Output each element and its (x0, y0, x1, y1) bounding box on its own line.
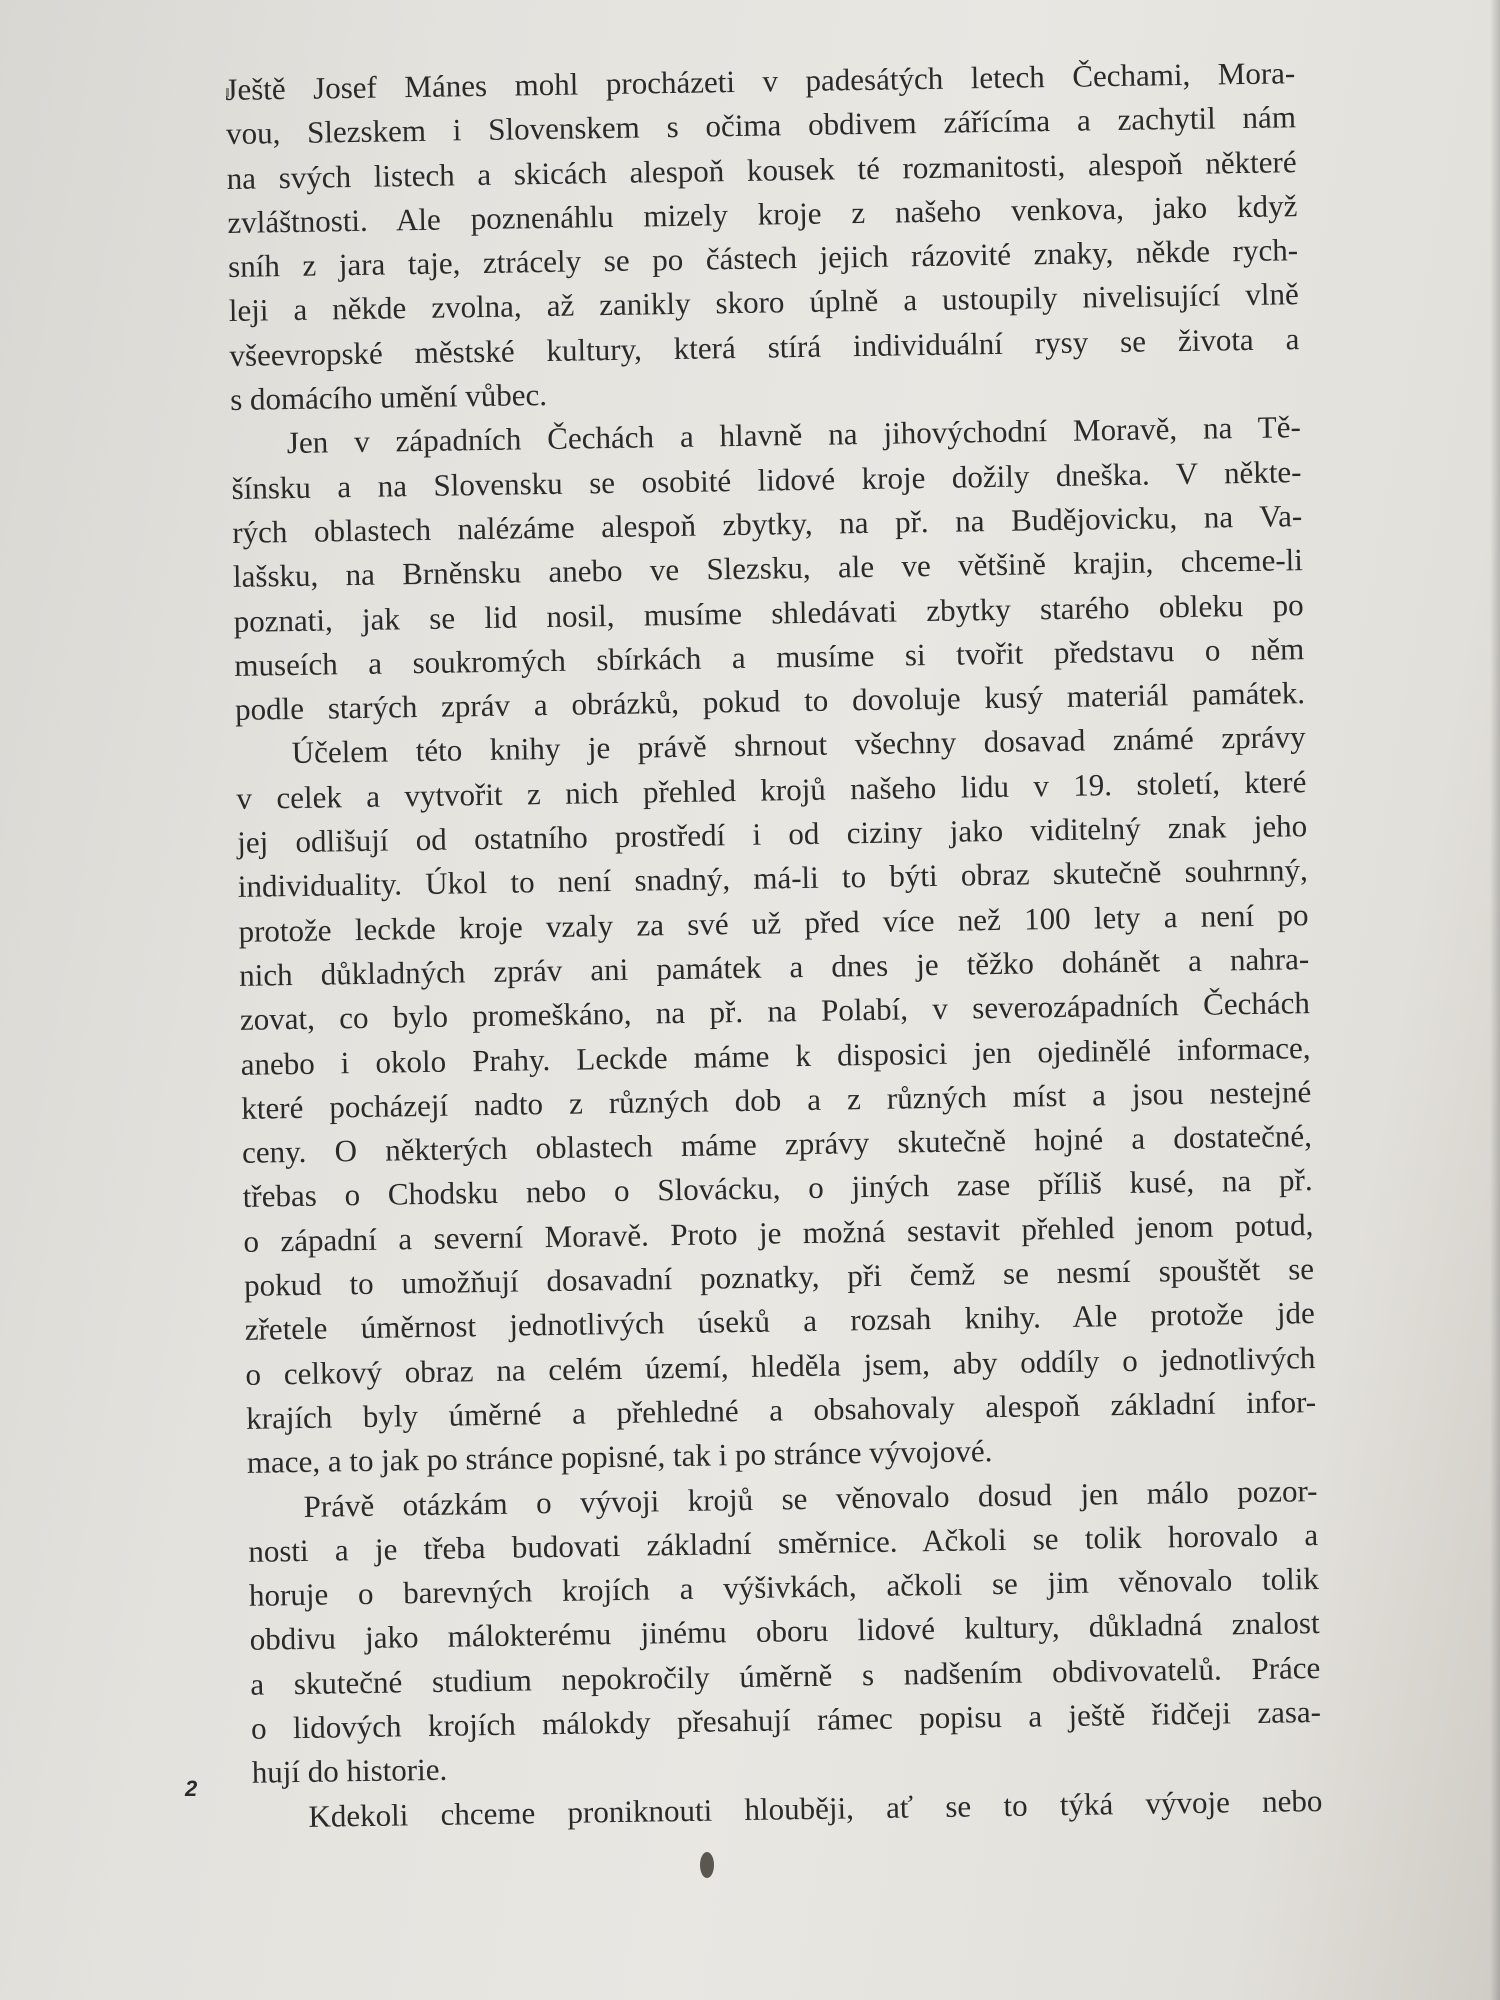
text-line: sníh z jara taje, ztrácely se po částech jejich rázovité znaky, někde rych- (227, 232, 1299, 285)
text-line: anebo i okolo Prahy. Leckde máme k disposici jen ojedinělé informace, (240, 1029, 1311, 1082)
text-line: o celkový obraz na celém území, hleděla jsem, aby oddíly o jednotlivých (245, 1339, 1316, 1392)
text-line: vou, Slezskem i Slovenskem s očima obdivem zářícíma a zachytil nám (225, 99, 1297, 152)
text-line: nich důkladných zpráv ani památek a dnes je těžko dohánět a nahra- (238, 941, 1310, 993)
text-line: pokud to umožňují dosavadní poznatky, při čemž se nesmí spouštět se (243, 1251, 1315, 1303)
text-line: o západní a severní Moravě. Proto je možná sestavit přehled jenom potud, (243, 1206, 1314, 1259)
text-line: podle starých zpráv a obrázků, pokud to dovoluje kusý materiál památek. (234, 675, 1306, 728)
text-line: Účelem této knihy je právě shrnout všechny dosavad známé zprávy (291, 719, 1306, 771)
text-line: které pocházejí nadto z různých dob a z různých míst a jsou nestejné (241, 1073, 1312, 1126)
text-line: třebas o Chodsku nebo o Slovácku, o jiných zase příliš kusé, na př. (242, 1162, 1313, 1215)
body-text (225, 51, 1323, 1839)
text-line: nosti a je třeba budovati základní směrnice. Ačkoli se tolik horovalo a (248, 1516, 1319, 1569)
text-line: Jen v západních Čechách a hlavně na jihovýchodní Moravě, na Tě- (286, 409, 1302, 461)
text-line: Ještě Josef Mánes mohl procházeti v padesátých letech Čechami, Mora- (225, 55, 1296, 107)
text-line: individuality. Úkol to není snadný, má-li to býti obraz skutečně souhrnný, (237, 852, 1309, 905)
text-line: protože leckde kroje vzaly za své už před více než 100 lety a není po (238, 896, 1309, 949)
text-line: obdivu jako málokterému jinému oboru lidové kultury, důkladná znalost (249, 1605, 1320, 1658)
text-line: šínsku a na Slovensku se osobité lidové kroje dožily dneška. V někte- (231, 453, 1302, 506)
ink-blot (700, 1852, 714, 1878)
text-line: museích a soukromých sbírkách a musíme si tvořit představu o něm (234, 630, 1305, 683)
text-line: poznati, jak se lid nosil, musíme shledávati zbytky starého obleku po (233, 586, 1304, 639)
text-line: zovat, co bylo promeškáno, na př. na Polabí, v severozápadních Čechách (239, 985, 1311, 1038)
text-line: zřetele úměrnost jednotlivých úseků a rozsah knihy. Ale protože jde (244, 1295, 1315, 1348)
text-line: v celek a vytvořit z nich přehled krojů našeho lidu v 19. století, které (236, 763, 1307, 816)
text-line: a skutečné studium nepokročily úměrně s nadšením obdivovatelů. Práce (250, 1649, 1321, 1702)
text-line: Kdekoli chceme proniknouti hlouběji, ať se to týká vývoje nebo (308, 1782, 1323, 1834)
text-line: na svých listech a skicách alespoň kousek té rozmanitosti, alespoň některé (226, 143, 1297, 196)
text-line: krajích byly úměrné a přehledné a obsahovaly alespoň základní infor- (245, 1383, 1317, 1436)
text-line: leji a někde zvolna, až zanikly skoro úplně a ustoupily nivelisující vlně (228, 276, 1299, 329)
text-line: o lidových krojích málokdy přesahují rámec popisu a ještě řidčeji zasa- (250, 1693, 1322, 1746)
page-edge-shadow (1490, 0, 1500, 2000)
text-line: Právě otázkám o vývoji krojů se věnovalo dosud jen málo pozor- (303, 1472, 1318, 1524)
text-line: jej odlišují od ostatního prostředí i od ciziny jako viditelný znak jeho (236, 808, 1308, 860)
text-line: rých oblastech nalézáme alespoň zbytky, na př. na Budějovicku, na Va- (232, 498, 1303, 550)
text-line: mace, a to jak po stránce popisné, tak i po stránce vývojové. (246, 1433, 993, 1481)
text-line: hují do historie. (251, 1752, 448, 1791)
text-line: všeevropské městské kultury, která stírá individuální rysy se života a (229, 320, 1300, 373)
text-line: s domácího umění vůbec. (229, 377, 548, 418)
text-line: ceny. O některých oblastech máme zprávy skutečně hojné a dostatečné, (241, 1118, 1313, 1170)
text-line: lašsku, na Brněnsku anebo ve Slezsku, ale ve většině krajin, chceme-li (232, 542, 1304, 595)
page-number: 2 (185, 1776, 198, 1801)
text-line: zvláštnosti. Ale poznenáhlu mizely kroje z našeho venkova, jako když (227, 188, 1298, 240)
text-line: horuje o barevných krojích a výšivkách, ačkoli se jim věnovalo tolik (248, 1561, 1320, 1613)
